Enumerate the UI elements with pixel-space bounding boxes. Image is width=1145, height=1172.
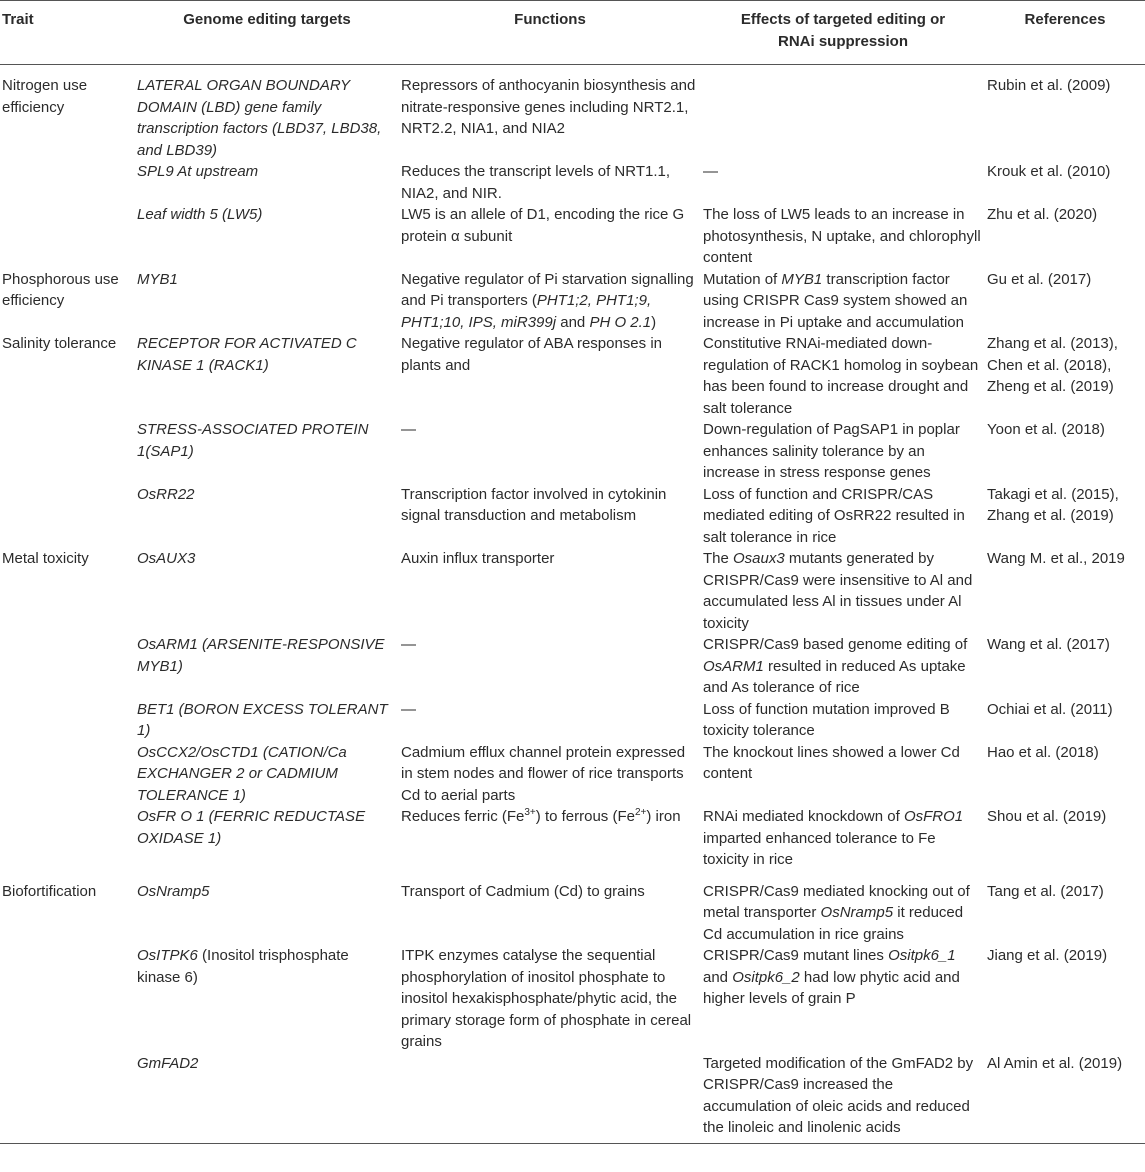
trait-cell: Metal toxicity	[2, 550, 89, 567]
target-cell: OsARM1 (ARSENITE-RESPONSIVE MYB1)	[137, 636, 385, 675]
table-row	[0, 871, 1145, 946]
effect-cell: —	[703, 163, 718, 180]
trait-cell	[0, 484, 135, 549]
trait-cell: Salinity tolerance	[2, 335, 117, 352]
target-cell: MYB1	[137, 270, 178, 288]
function-cell: Negative regulator of Pi starvation signalling and Pi transporters (PHT1;2, PHT1;9, PHT1;10, IPS, miR399j and PH O 2.1)	[401, 270, 694, 331]
table-row	[0, 548, 1145, 634]
trait-cell: Phosphorous use efficiency	[2, 270, 119, 309]
reference-cell: Wang et al. (2017)	[987, 636, 1110, 653]
table-row	[0, 1053, 1145, 1144]
effect-cell: CRISPR/Cas9 mutant lines Ositpk6_1 and Ositpk6_2 had low phytic acid and higher levels of grain P	[703, 947, 960, 1007]
function-cell: Negative regulator of ABA responses in plants and	[401, 335, 662, 374]
table-row	[0, 204, 1145, 269]
effect-cell	[701, 65, 985, 162]
target-cell: STRESS-ASSOCIATED PROTEIN 1(SAP1)	[137, 421, 369, 460]
effect-cell: RNAi mediated knockdown of OsFRO1 imparted enhanced tolerance to Fe toxicity in rice	[703, 808, 964, 868]
reference-cell: Jiang et al. (2019)	[987, 947, 1108, 964]
target-cell: GmFAD2	[135, 1053, 399, 1144]
reference-cell: Gu et al. (2017)	[987, 270, 1092, 288]
table-row	[0, 333, 1145, 419]
header-effects	[701, 1, 985, 65]
reference-cell: Tang et al. (2017)	[987, 882, 1104, 900]
effect-cell: The knockout lines showed a lower Cd content	[703, 743, 960, 782]
table-row	[0, 699, 1145, 742]
function-cell: Transport of Cadmium (Cd) to grains	[401, 882, 645, 900]
target-cell: OsCCX2/OsCTD1 (CATION/Ca EXCHANGER 2 or CADMIUM TOLERANCE 1)	[137, 743, 347, 804]
table-row	[0, 484, 1145, 549]
effect-cell: Mutation of MYB1 transcription factor using CRISPR Cas9 system showed an increase in Pi uptake and accumulation	[703, 270, 968, 331]
table-row	[0, 269, 1145, 334]
function-cell: Auxin influx transporter	[401, 550, 555, 567]
trait-cell: Biofortification	[2, 882, 97, 900]
effect-cell: The Osaux3 mutants generated by CRISPR/Cas9 were insensitive to Al and accumulated less Al in tissues under Al toxicity	[703, 550, 973, 632]
reference-cell: Hao et al. (2018)	[987, 743, 1099, 761]
target-cell: OsITPK6 (Inositol trisphosphate kinase 6)	[137, 947, 349, 986]
function-cell: —	[401, 636, 416, 653]
trait-cell: Nitrogen use efficiency	[2, 77, 88, 116]
trait-cell	[0, 161, 135, 204]
function-cell	[399, 1053, 701, 1144]
table-row	[0, 806, 1145, 871]
effect-cell: The loss of LW5 leads to an increase in photosynthesis, N uptake, and chlorophyll content	[703, 206, 981, 266]
header-trait: Trait	[0, 1, 135, 65]
effect-cell: CRISPR/Cas9 based genome editing of OsARM1 resulted in reduced As uptake and As tolerance of rice	[703, 636, 968, 696]
function-cell: Repressors of anthocyanin biosynthesis and nitrate-responsive genes including NRT2.1, NRT2.2, NIA1, and NIA2	[401, 77, 696, 137]
effect-cell: Loss of function and CRISPR/CAS mediated editing of OsRR22 resulted in salt tolerance in rice	[703, 485, 965, 546]
header-references: References	[985, 1, 1145, 65]
trait-cell	[0, 419, 135, 484]
trait-cell	[0, 699, 135, 742]
reference-cell: Krouk et al. (2010)	[987, 163, 1111, 180]
header-effects-text: Effects of targeted editing or RNAi suppression	[740, 11, 946, 50]
target-cell: Leaf width 5 (LW5)	[137, 206, 263, 223]
function-cell: ITPK enzymes catalyse the sequential phosphorylation of inositol phosphate to inositol hexakisphosphate/phytic acid, the primary storage form of phosphate in cereal grains	[401, 947, 692, 1050]
trait-cell	[0, 634, 135, 699]
table-row	[0, 161, 1145, 204]
effect-cell: CRISPR/Cas9 mediated knocking out of metal transporter OsNramp5 it reduced Cd accumulation in rice grains	[703, 882, 970, 943]
reference-cell: Yoon et al. (2018)	[987, 421, 1105, 438]
target-cell: RECEPTOR FOR ACTIVATED C KINASE 1 (RACK1)	[137, 335, 357, 374]
target-cell: LATERAL ORGAN BOUNDARY DOMAIN (LBD) gene family transcription factors (LBD37, LBD38, and LBD39)	[137, 77, 382, 159]
target-cell: OsFR O 1 (FERRIC REDUCTASE OXIDASE 1)	[137, 808, 366, 847]
header-targets: Genome editing targets	[135, 1, 399, 65]
effect-cell: Constitutive RNAi-mediated down-regulation of RACK1 homolog in soybean has been found to increase drought and salt tolerance	[703, 335, 979, 417]
effect-cell: Down-regulation of PagSAP1 in poplar enhances salinity tolerance by an increase in stress response genes	[703, 421, 960, 481]
function-cell: Cadmium efflux channel protein expressed in stem nodes and flower of rice transports Cd to aerial parts	[401, 743, 686, 804]
reference-cell: Ochiai et al. (2011)	[987, 700, 1113, 718]
function-cell: Reduces the transcript levels of NRT1.1, NIA2, and NIR.	[401, 163, 671, 202]
trait-cell	[0, 204, 135, 269]
header-row	[0, 1, 1145, 65]
trait-cell	[0, 742, 135, 807]
reference-cell: Zhu et al. (2020)	[987, 206, 1098, 223]
reference-cell: Takagi et al. (2015), Zhang et al. (2019)	[987, 485, 1119, 524]
target-cell: SPL9 At upstream	[137, 163, 259, 180]
function-cell: Reduces ferric $(Fe^{3+})$ to ferrous $(Fe^{2+})$ iron	[401, 807, 681, 825]
table-row	[0, 65, 1145, 162]
table-row	[0, 945, 1145, 1053]
reference-cell: Rubin et al. (2009)	[987, 77, 1111, 94]
trait-cell	[0, 806, 135, 871]
function-cell: —	[401, 700, 416, 718]
function-cell: Transcription factor involved in cytokinin signal transduction and metabolism	[401, 485, 667, 524]
function-cell: LW5 is an allele of D1, encoding the rice G protein α subunit	[401, 206, 685, 245]
target-cell: OsRR22	[137, 485, 195, 503]
table-row	[0, 419, 1145, 484]
reference-cell: Al Amin et al. (2019)	[985, 1053, 1145, 1144]
trait-cell	[0, 945, 135, 1053]
trait-cell	[0, 1053, 135, 1144]
table-row	[0, 742, 1145, 807]
target-cell: BET1 (BORON EXCESS TOLERANT 1)	[137, 700, 388, 739]
reference-cell: Wang M. et al., 2019	[987, 550, 1125, 567]
effect-cell: Targeted modification of the GmFAD2 by CRISPR/Cas9 increased the accumulation of oleic acids and reduced the linoleic and linolenic acids	[701, 1053, 985, 1144]
header-functions: Functions	[399, 1, 701, 65]
target-cell: OsNramp5	[137, 882, 210, 900]
target-cell: OsAUX3	[137, 550, 196, 567]
function-cell: —	[401, 421, 416, 438]
table-row	[0, 634, 1145, 699]
effect-cell: Loss of function mutation improved B toxicity tolerance	[703, 700, 950, 739]
reference-cell: Shou et al. (2019)	[987, 808, 1107, 825]
reference-cell: Zhang et al. (2013), Chen et al. (2018), Zheng et al. (2019)	[987, 335, 1118, 395]
